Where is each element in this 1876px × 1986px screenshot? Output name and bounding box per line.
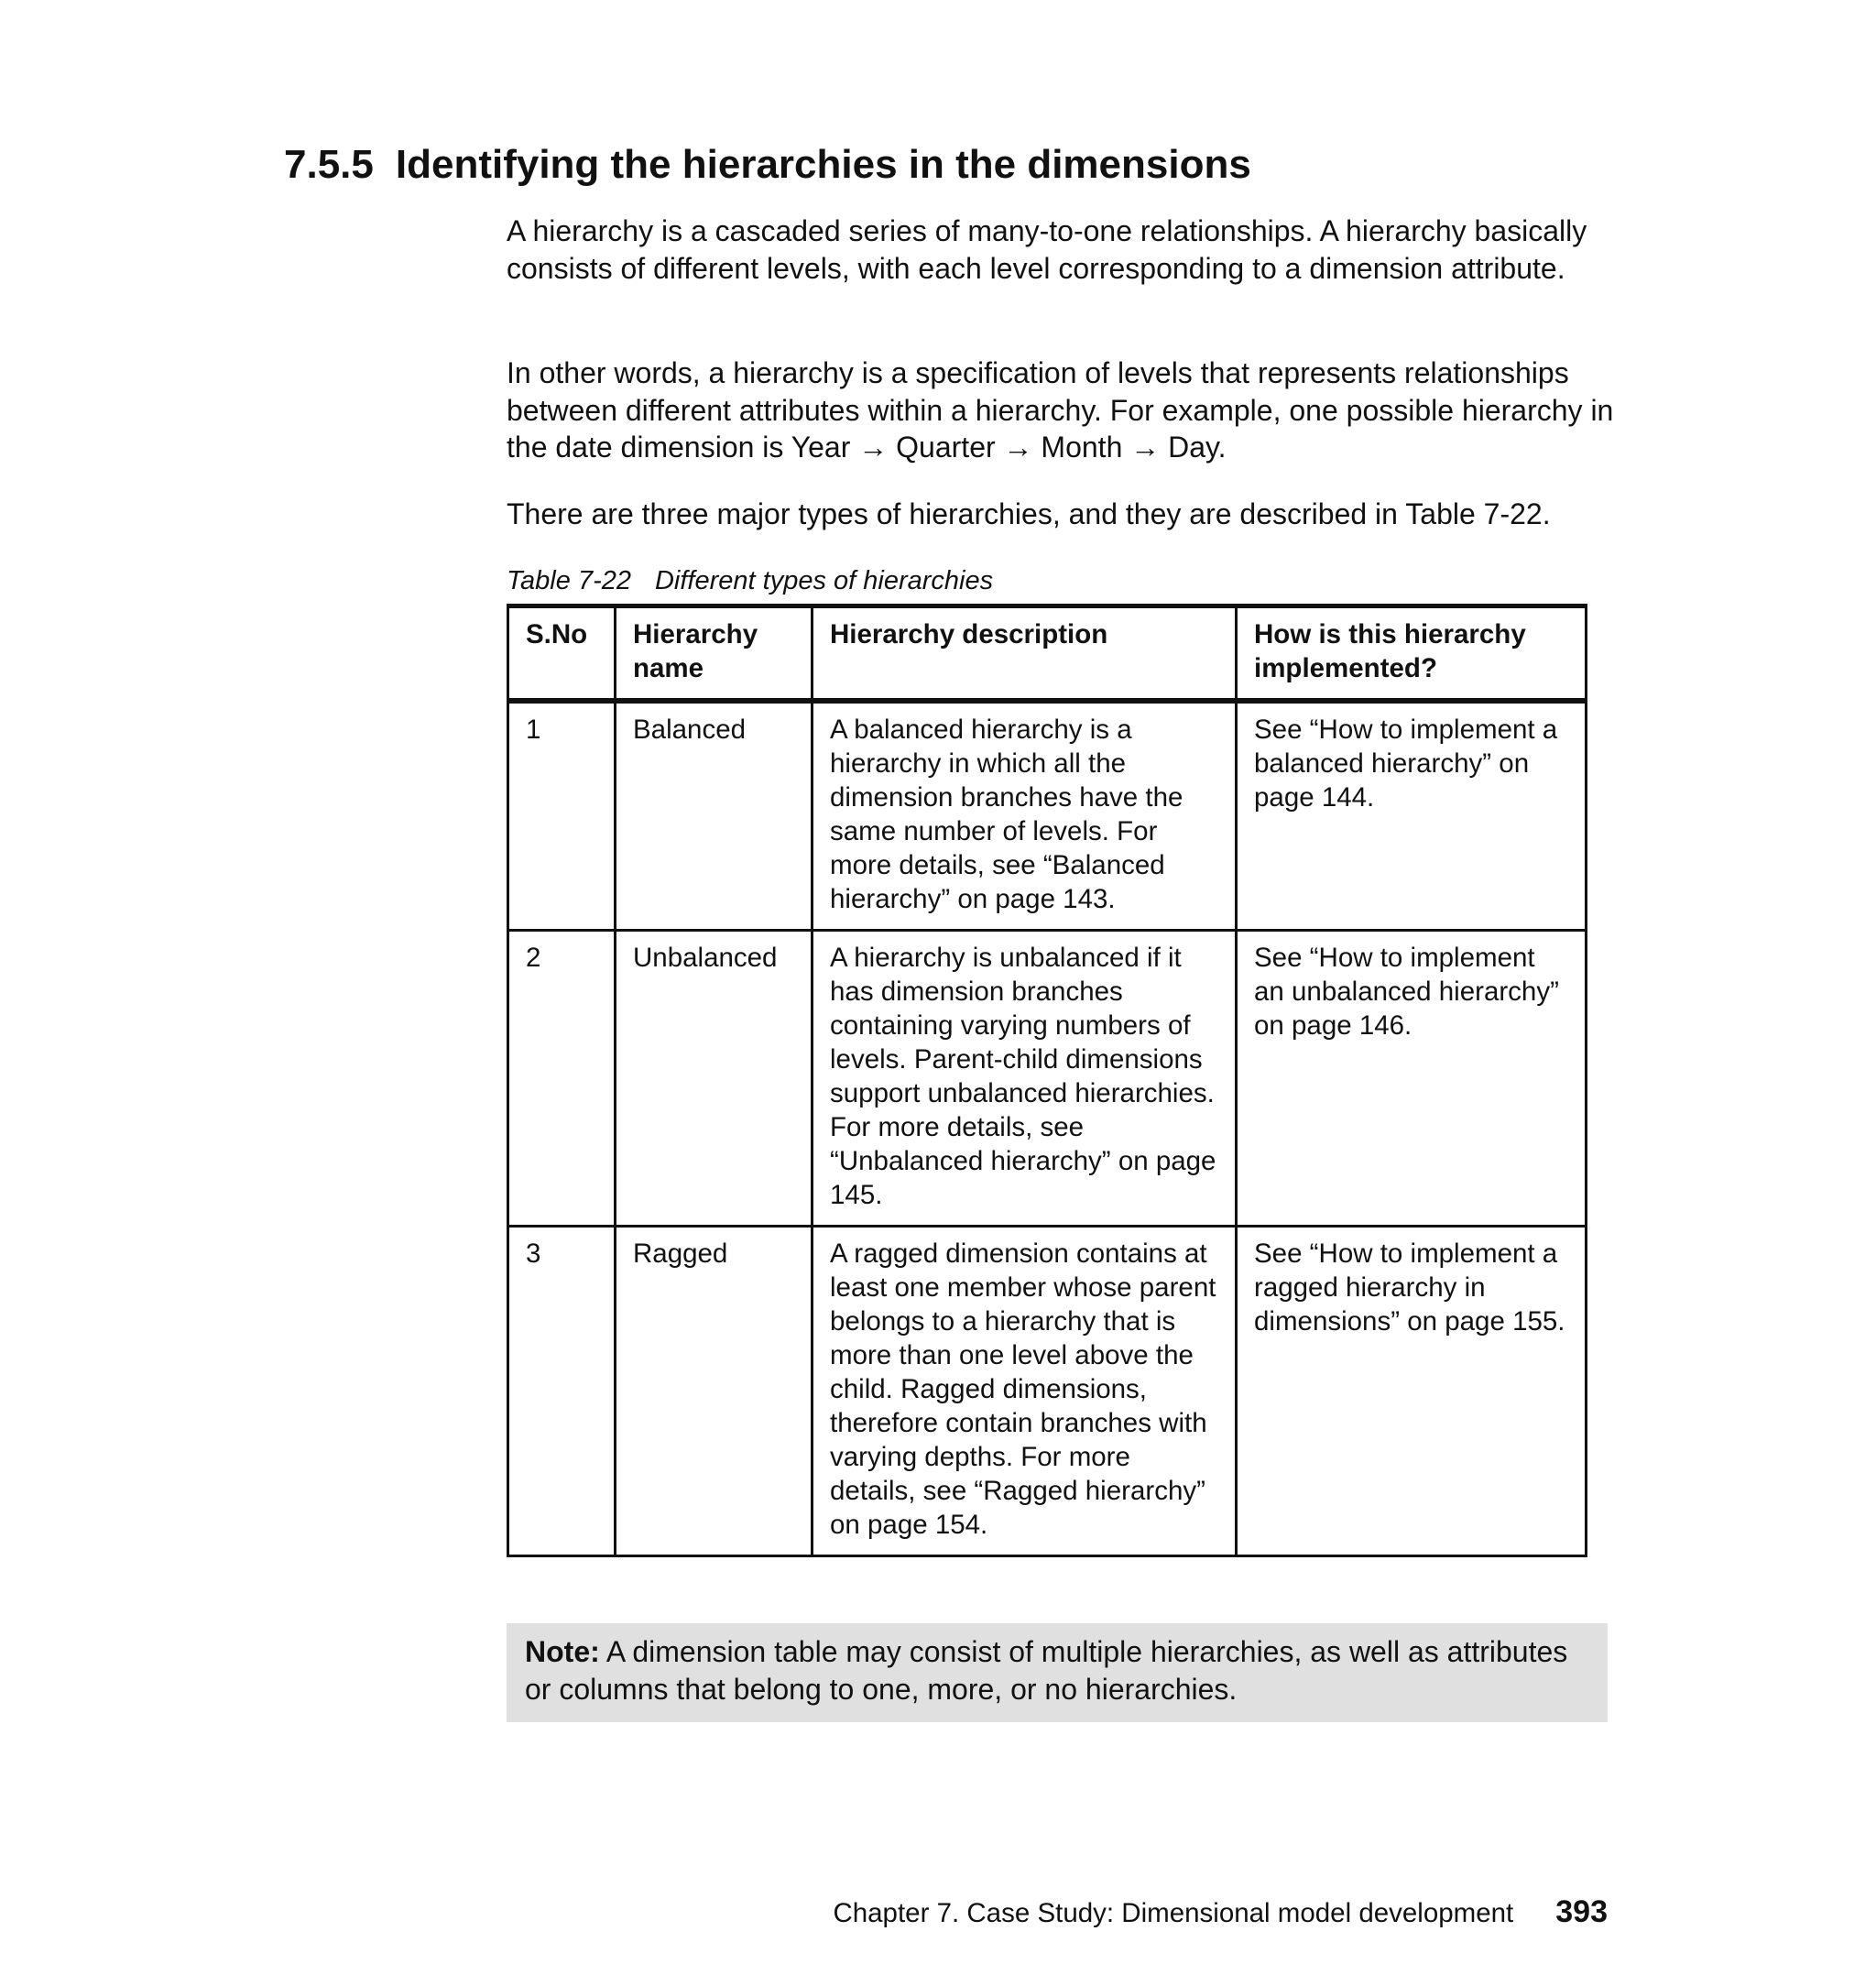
note-text: A dimension table may consist of multiple hierarchies, as well as attributes or columns that belong to one, more, or no hierarchies. xyxy=(525,1635,1568,1706)
note-label: Note: xyxy=(525,1635,600,1668)
table-caption-text: Different types of hierarchies xyxy=(654,566,994,595)
table-cell: Ragged xyxy=(616,1227,813,1556)
table-cell: Balanced xyxy=(616,701,813,931)
note-box xyxy=(507,1623,1608,1722)
table-cell: 1 xyxy=(508,701,616,931)
hierarchy-types-table xyxy=(507,604,1587,1557)
table-row xyxy=(508,931,1587,1227)
page-footer xyxy=(833,1894,1608,1930)
table-header-row xyxy=(508,606,1587,702)
paragraph: In other words, a hierarchy is a specification of levels that represents relationships between different attributes within a hierarchy. For example, one possible hierarchy in the date dimension is Year → Quarter → Month → Day. xyxy=(507,356,1614,464)
section-title: Identifying the hierarchies in the dimensions xyxy=(395,142,1251,187)
table-cell: A ragged dimension contains at least one member whose parent belongs to a hierarchy that is more than one level above the child. Ragged dimensions, therefore contain branches with varying depths. For more details, see “Ragged hierarchy” on page 154. xyxy=(813,1227,1237,1556)
footer-chapter: Chapter 7. Case Study: Dimensional model development xyxy=(833,1898,1514,1928)
section-number: 7.5.5 xyxy=(284,142,374,187)
table-row xyxy=(508,701,1587,931)
table-cell: 2 xyxy=(508,931,616,1227)
column-header: How is this hierarchy implemented? xyxy=(1237,606,1587,702)
table-cell: A balanced hierarchy is a hierarchy in which all the dimension branches have the same number of levels. For more details, see “Balanced hierarchy” on page 143. xyxy=(813,701,1237,931)
paragraph: There are three major types of hierarchies, and they are described in Table 7-22. xyxy=(507,497,1551,530)
page-number: 393 xyxy=(1555,1894,1608,1929)
table-row xyxy=(508,1227,1587,1556)
paragraph: A hierarchy is a cascaded series of many-to-one relationships. A hierarchy basically consists of different levels, with each level corresponding to a dimension attribute. xyxy=(507,214,1587,285)
table-cell: Unbalanced xyxy=(616,931,813,1227)
table-cell: See “How to implement a balanced hierarchy” on page 144. xyxy=(1237,701,1587,931)
table-cell: A hierarchy is unbalanced if it has dimension branches containing varying numbers of levels. Parent-child dimensions support unbalanced hierarchies. For more details, see “Unbalanced hierarchy” on page 145. xyxy=(813,931,1237,1227)
table-caption xyxy=(507,564,1620,597)
table-cell: See “How to implement an unbalanced hierarchy” on page 146. xyxy=(1237,931,1587,1227)
column-header: Hierarchy name xyxy=(616,606,813,702)
table-cell: See “How to implement a ragged hierarchy in dimensions” on page 155. xyxy=(1237,1227,1587,1556)
column-header: Hierarchy description xyxy=(813,606,1237,702)
column-header: S.No xyxy=(508,606,616,702)
table-caption-number: Table 7-22 xyxy=(507,566,631,595)
section-heading xyxy=(284,142,1251,188)
table-cell: 3 xyxy=(508,1227,616,1556)
